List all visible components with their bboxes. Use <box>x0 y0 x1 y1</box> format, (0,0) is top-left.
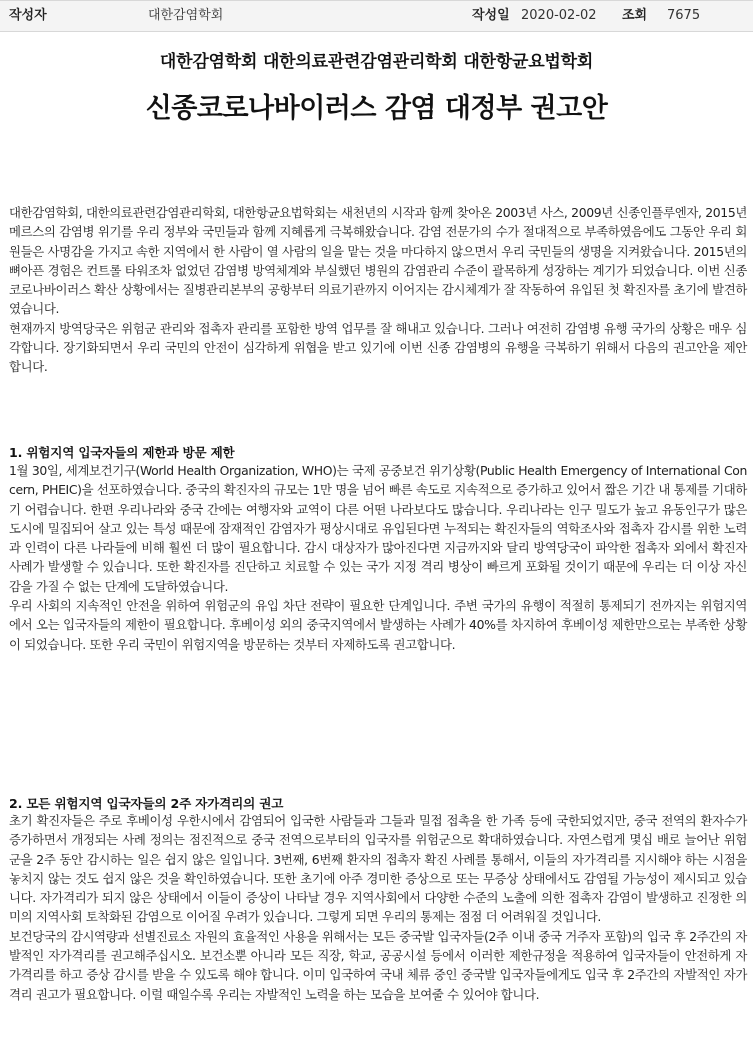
section-paragraph: 1월 30일, 세계보건기구(World Health Organization, WHO)는 국제 공중보건 위기상황(Public Health Emergency of International Concern, PHEIC)을 선포하였습니다. 중국의 확진자의 규모는 1만 명을 넘어 빠른 속도로 지속적으로 증가하고 있어서 짧은 기간 내 통제를 기대하기 어렵습니다. 한편 우리나라와 중국 간에는 여행자와 교역이 다른 어떤 나라보다도 많습니다. 우리나라는 인구 밀도가 높고 유동인구가 많은 도시에 밀집되어 살고 있는 특성 때문에 잠재적인 감염자가 평상시대로 유입된다면 누적되는 확진자들의 역학조사와 접촉자 감시를 위한 노력과 인력이 다른 나라들에 비해 훨씬 더 많이 필요합니다. 감시 대상자가 많아진다면 지금까지와 달리 방역당국이 파악한 접촉자 외에서 확진자 사례가 발생할 수 있습니다. 또한 확진자를 진단하고 치료할 수 있는 국가 지정 격리 병상이 빠르게 포화될 것이기 때문에 우리는 더 이상 자신감을 가질 수 없는 단계에 도달하였습니다. <box>9 463 747 594</box>
views-value: 7675 <box>667 8 701 23</box>
section-paragraph: 초기 확진자들은 주로 후베이성 우한시에서 감염되어 입국한 사람들과 그들과 밀접 접촉을 한 가족 등에 국한되었지만, 중국 전역의 환자수가 증가하면서 개정되는 사례 정의는 점진적으로 중국 전역으로부터의 입국자를 위험군으로 확대하였습니다. 자연스럽게 몇십 배로 늘어난 위험군을 2주 동안 감시하는 일은 쉽지 않은 일입니다. 3번째, 6번째 환자의 접촉자 확진 사례를 통해서, 이들의 자가격리를 지시해야 하는 시점을 놓치지 않는 것도 쉽지 않은 것을 확인하였습니다. 또한 초기에 아주 경미한 증상으로 또는 무증상 상태에서도 감염될 가능성이 제시되고 있습니다. 자가격리가 되지 않은 상태에서 이들이 증상이 나타날 경우 지역사회에서 다양한 수준의 노출에 의한 접촉자 감염이 발생하고 진정한 의미의 지역사회 토착화된 감염으로 이어질 우려가 있습니다. 그렇게 되면 우리의 통제는 점점 더 어려워질 것입니다. <box>9 813 747 925</box>
issuing-societies: 대한감염학회 대한의료관련감염관리학회 대한항균요법학회 <box>159 52 594 72</box>
date-label: 작성일 <box>472 8 510 23</box>
views-label: 조회 <box>622 8 648 23</box>
author-label: 작성자 <box>9 8 47 23</box>
date-value: 2020-02-02 <box>521 8 597 23</box>
section-paragraph: 우리 사회의 지속적인 안전을 위하여 위험군의 유입 차단 전략이 필요한 단계입니다. 주변 국가의 유행이 적절히 통제되기 전까지는 위험지역에서 오는 입국자들의 제한이 필요합니다. 후베이성 외의 중국지역에서 발생하는 사례가 40%를 차지하여 후베이성 제한만으로는 부족한 상황이 되었습니다. 또한 우리 국민이 위험지역을 방문하는 것부터 자제하도록 권고합니다. <box>9 598 747 652</box>
intro-paragraph: 현재까지 방역당국은 위험군 관리와 접촉자 관리를 포함한 방역 업무를 잘 해내고 있습니다. 그러나 여전히 감염병 유행 국가의 상황은 매우 심각합니다. 장기화되면서 우리 국민의 안전이 심각하게 위협을 받고 있기에 이번 신종 감염병의 유행을 극복하기 위해서 다음의 권고안을 제안합니다. <box>9 320 747 375</box>
section-text <box>9 811 747 1004</box>
section-paragraph: 보건당국의 감시역량과 선별진료소 자원의 효율적인 사용을 위해서는 모든 중국발 입국자들(2주 이내 중국 거주자 포함)의 입국 후 2주간의 자발적인 자가격리를 권고해주십시오. 보건소뿐 아니라 모든 직장, 학교, 공공시설 등에서 이러한 제한규정을 적용하여 입국자들이 안전하게 자가격리를 하고 증상 감시를 받을 수 있도록 해야 합니다. 이미 입국하여 국내 체류 중인 중국발 입국자들에게도 입국 후 2주간의 자발적인 자가격리 권고가 필요합니다. 이럴 때일수록 우리는 자발적인 노력을 하는 모습을 보여줄 수 있어야 합니다. <box>9 928 747 1002</box>
intro-paragraph: 대한감염학회, 대한의료관련감염관리학회, 대한항균요법학회는 새천년의 시작과 함께 찾아온 2003년 사스, 2009년 신종인플루엔자, 2015년 메르스의 감염병 위기를 우리 정부와 국민들과 함께 지혜롭게 극복해왔습니다. 감염 전문가의 수가 절대적으로 부족하였음에도 그동안 우리 회원들은 사명감을 가지고 속한 지역에서 한 사람이 열 사람의 일을 맡는 것을 마다하지 않으면서 우리 국민들의 생명을 지켜왔습니다. 2015년의 뼈아픈 경험은 컨트롤 타워조차 없었던 감염병 방역체계와 부실했던 병원의 감염관리 수준이 괄목하게 성장하는 계기가 되었습니다. 이번 신종코로나바이러스 확산 상황에서는 질병관리본부의 공항부터 의료기관까지 이어지는 감시체계가 잘 작동하여 유입된 첫 확진자를 초기에 발견하였습니다. <box>9 205 747 317</box>
intro-text <box>9 203 747 377</box>
author-value: 대한감염학회 <box>148 8 224 23</box>
section-heading: 2. 모든 위험지역 입국자들의 2주 자가격리의 권고 <box>9 796 284 811</box>
page-title: 신종코로나바이러스 감염 대정부 권고안 <box>145 93 608 124</box>
section-heading: 1. 위험지역 입국자들의 제한과 방문 제한 <box>9 445 235 460</box>
post-meta-bar <box>0 0 753 32</box>
section-text <box>9 461 747 654</box>
